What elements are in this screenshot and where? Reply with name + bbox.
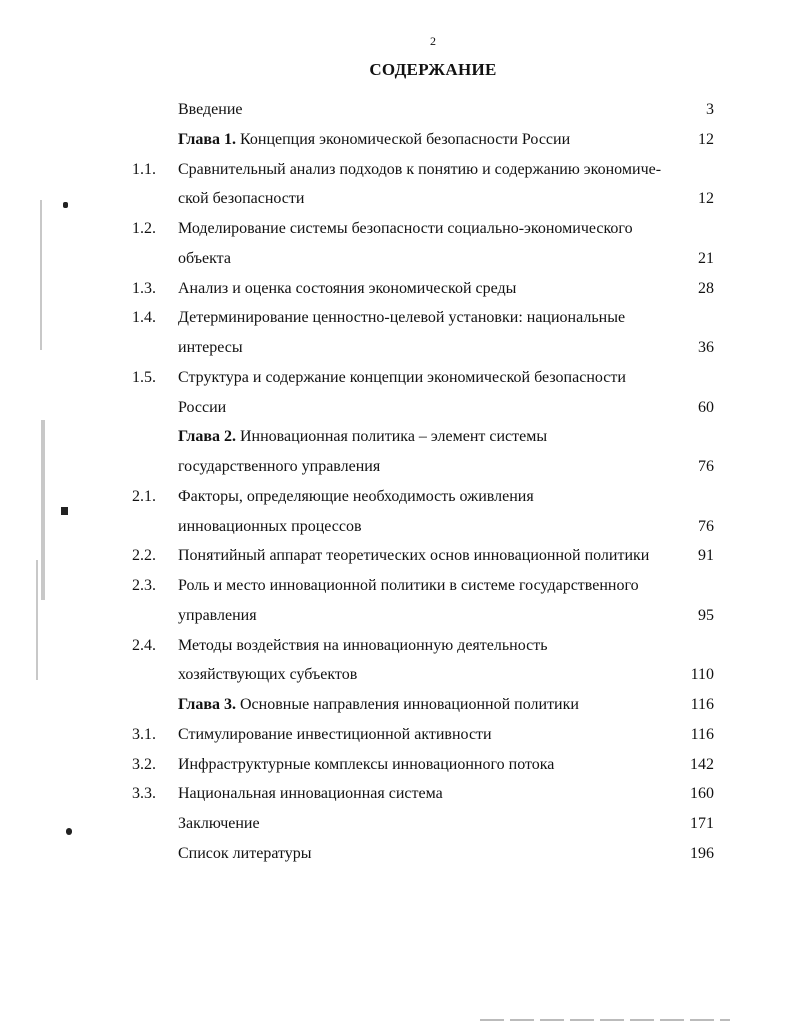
- section-number: 3.3.: [132, 785, 156, 803]
- section-number: 2.3.: [132, 577, 156, 594]
- page-ref: 76: [698, 458, 714, 475]
- section-title: государственного управления: [178, 458, 381, 475]
- section-number: 1.4.: [132, 309, 156, 327]
- page-ref: 110: [690, 666, 714, 684]
- section-number: 3.1.: [132, 725, 156, 743]
- section-title: объекта: [178, 249, 231, 267]
- section-title: Список литературы: [178, 844, 312, 862]
- section-title: Роль и место инновационной политики в системе государственного: [178, 577, 639, 594]
- page-ref: 76: [698, 517, 714, 535]
- section-title: Глава 2. Инновационная политика – элемент системы: [178, 428, 548, 446]
- section-title: Инфраструктурные комплексы инновационного потока: [178, 755, 555, 773]
- page-ref: 91: [698, 547, 714, 565]
- section-title: Методы воздействия на инновационную деятельность: [178, 636, 548, 654]
- section-title: Анализ и оценка состояния экономической среды: [178, 279, 517, 297]
- chapter-label: Глава 1.: [178, 130, 236, 148]
- toc-line: [0, 605, 792, 627]
- section-title: Структура и содержание концепции экономической безопасности: [178, 368, 626, 386]
- toc-line: [0, 724, 792, 746]
- section-title: Стимулирование инвестиционной активности: [178, 725, 492, 743]
- section-number: 2.2.: [132, 547, 156, 565]
- scan-streak: [41, 420, 45, 600]
- section-number: 3.2.: [132, 755, 156, 773]
- section-title: Факторы, определяющие необходимость оживления: [178, 487, 534, 505]
- page-ref: 28: [698, 279, 714, 297]
- page-title: СОДЕРЖАНИЕ: [369, 60, 497, 79]
- scan-edge: [480, 1019, 730, 1021]
- toc-line: [0, 575, 792, 597]
- page-ref: 3: [706, 101, 714, 118]
- section-title: инновационных процессов: [178, 517, 362, 535]
- section-title: Понятийный аппарат теоретических основ инновационной политики: [178, 547, 650, 565]
- section-number: 1.3.: [132, 279, 156, 297]
- toc-line: [0, 664, 792, 686]
- page-ref: 116: [690, 725, 714, 743]
- page-ref: 21: [698, 249, 714, 267]
- section-title: Сравнительный анализ подходов к понятию и содержанию экономиче-: [178, 160, 662, 178]
- toc-line: [0, 694, 792, 716]
- section-title: Заключение: [178, 815, 260, 832]
- toc-line: [0, 218, 792, 240]
- page-ref: 160: [690, 785, 714, 803]
- section-title: Глава 1. Концепция экономической безопасности России: [178, 130, 571, 148]
- toc-line: [0, 337, 792, 359]
- scan-streak: [40, 200, 42, 350]
- page-ref: 95: [698, 606, 714, 624]
- toc-line: [0, 426, 792, 448]
- chapter-label: Глава 2.: [178, 428, 236, 446]
- toc-line: [0, 159, 792, 181]
- section-title: Моделирование системы безопасности социально-экономического: [178, 220, 633, 237]
- toc-line: [0, 783, 792, 805]
- toc-line: [0, 278, 792, 300]
- toc-line: [0, 545, 792, 567]
- page-ref: 12: [698, 130, 714, 148]
- section-title: России: [178, 398, 227, 416]
- toc-line: [0, 367, 792, 389]
- scan-speck: [61, 507, 68, 515]
- section-title: управления: [178, 606, 257, 624]
- toc-line: [0, 129, 792, 151]
- section-number: 2.1.: [132, 487, 156, 505]
- toc-line: [0, 248, 792, 270]
- section-number: 1.1.: [132, 160, 156, 178]
- toc-line: [0, 754, 792, 776]
- page-ref: 142: [690, 755, 714, 773]
- toc-line: [0, 486, 792, 508]
- page-ref: 171: [690, 815, 714, 832]
- section-number: 1.5.: [132, 368, 156, 386]
- scan-speck: [66, 828, 72, 835]
- scan-speck: [63, 202, 68, 208]
- toc-line: [0, 188, 792, 210]
- section-title: интересы: [178, 339, 243, 356]
- chapter-label: Глава 3.: [178, 696, 236, 713]
- page-ref: 116: [690, 696, 714, 713]
- section-title: Введение: [178, 101, 243, 118]
- page-ref: 12: [698, 190, 714, 208]
- section-title: Глава 3. Основные направления инновационной политики: [178, 696, 579, 713]
- toc-line: [0, 516, 792, 538]
- section-title: хозяйствующих субъектов: [178, 666, 358, 684]
- section-title: Национальная инновационная система: [178, 785, 443, 803]
- toc-line: [0, 99, 792, 121]
- toc-line: [0, 813, 792, 835]
- page-ref: 36: [698, 339, 714, 356]
- page-number: 2: [430, 34, 436, 48]
- section-title: ской безопасности: [178, 190, 305, 208]
- toc-line: [0, 397, 792, 419]
- toc-line: [0, 843, 792, 865]
- toc-line: [0, 456, 792, 478]
- toc-line: [0, 307, 792, 329]
- section-number: 2.4.: [132, 636, 156, 654]
- section-title: Детерминирование ценностно-целевой установки: национальные: [178, 309, 626, 327]
- page-ref: 60: [698, 398, 714, 416]
- scan-streak: [36, 560, 38, 680]
- toc-line: [0, 635, 792, 657]
- section-number: 1.2.: [132, 220, 156, 237]
- page-ref: 196: [690, 844, 714, 862]
